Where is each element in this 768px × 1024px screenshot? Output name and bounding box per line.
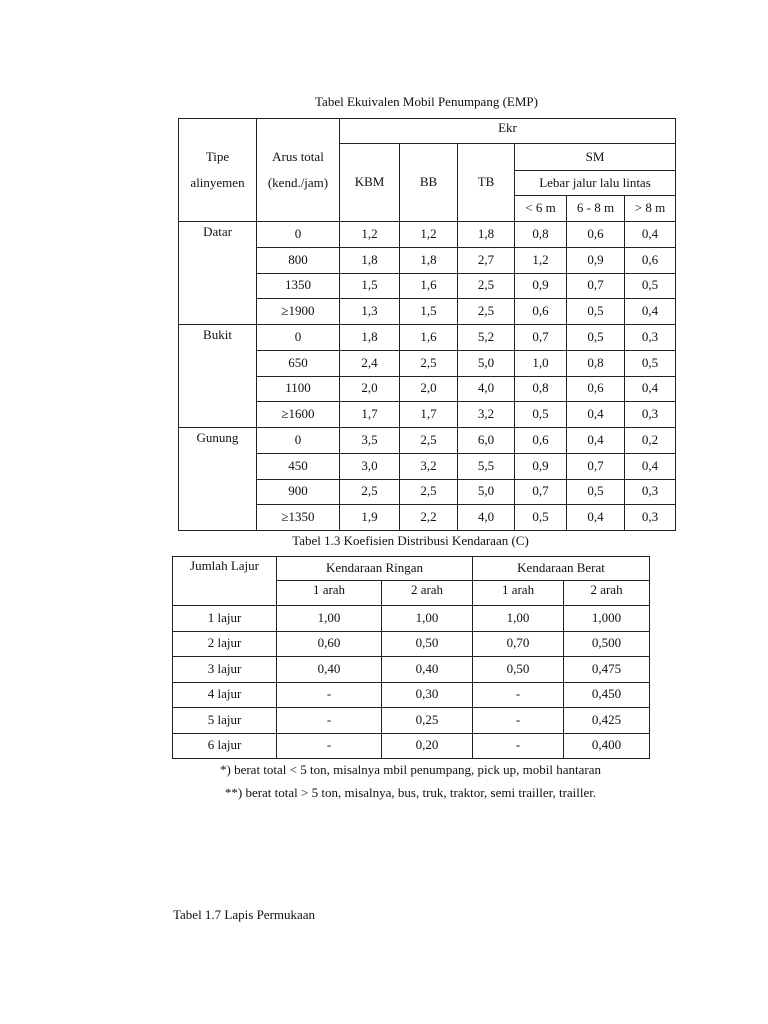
cell-bb: 2,5 <box>400 428 458 454</box>
cell-r1: - <box>277 682 382 708</box>
tipe-header-bottom <box>179 196 257 222</box>
table2-caption: Tabel 1.3 Koefisien Distribusi Kendaraan (C) <box>292 533 529 548</box>
cell-w2: 0,4 <box>567 402 625 428</box>
berat-1-arah-header: 1 arah <box>473 581 564 606</box>
cell-w1: 0,9 <box>515 453 567 479</box>
cell-w3: 0,4 <box>625 222 676 248</box>
cell-w1: 0,6 <box>515 428 567 454</box>
cell-w1: 0,7 <box>515 479 567 505</box>
width-gt8-header: > 8 m <box>625 196 676 222</box>
cell-lajur: 3 lajur <box>173 657 277 683</box>
cell-w2: 0,6 <box>567 222 625 248</box>
cell-r2: 0,30 <box>382 682 473 708</box>
cell-bb: 2,2 <box>400 505 458 531</box>
cell-w2: 0,8 <box>567 350 625 376</box>
table-row <box>173 657 650 683</box>
table-row <box>179 299 676 325</box>
table-row <box>173 682 650 708</box>
cell-w1: 0,8 <box>515 222 567 248</box>
cell-w3: 0,5 <box>625 350 676 376</box>
jumlah-lajur-header: Jumlah Lajur <box>173 557 277 606</box>
arus-header-line2: (kend./jam) <box>257 171 340 196</box>
cell-kbm: 2,4 <box>340 350 400 376</box>
cell-bb: 2,5 <box>400 350 458 376</box>
cell-tipe: Datar <box>179 222 257 248</box>
ringan-1-arah-header: 1 arah <box>277 581 382 606</box>
bb-header: BB <box>400 144 458 222</box>
cell-bb: 1,6 <box>400 325 458 351</box>
cell-w3: 0,3 <box>625 505 676 531</box>
cell-b2: 0,450 <box>564 682 650 708</box>
cell-w1: 0,6 <box>515 299 567 325</box>
cell-kbm: 1,7 <box>340 402 400 428</box>
arus-header-top <box>257 119 340 144</box>
cell-tipe <box>179 350 257 376</box>
cell-kbm: 3,5 <box>340 428 400 454</box>
cell-bb: 1,2 <box>400 222 458 248</box>
table-row <box>179 453 676 479</box>
cell-b1: - <box>473 682 564 708</box>
cell-w1: 0,7 <box>515 325 567 351</box>
cell-lajur: 2 lajur <box>173 631 277 657</box>
cell-arus: ≥1900 <box>257 299 340 325</box>
cell-bb: 1,7 <box>400 402 458 428</box>
cell-b2: 0,475 <box>564 657 650 683</box>
cell-tb: 6,0 <box>458 428 515 454</box>
cell-w3: 0,6 <box>625 247 676 273</box>
cell-arus: ≥1600 <box>257 402 340 428</box>
cell-tb: 4,0 <box>458 376 515 402</box>
table-row <box>173 733 650 759</box>
cell-r2: 0,25 <box>382 708 473 734</box>
cell-tb: 5,0 <box>458 350 515 376</box>
cell-r2: 1,00 <box>382 606 473 632</box>
cell-arus: 0 <box>257 222 340 248</box>
cell-lajur: 4 lajur <box>173 682 277 708</box>
cell-w2: 0,4 <box>567 505 625 531</box>
cell-tipe <box>179 402 257 428</box>
section-heading: Tabel 1.7 Lapis Permukaan <box>173 907 316 922</box>
emp-table <box>178 118 676 531</box>
cell-kbm: 1,8 <box>340 247 400 273</box>
tb-header: TB <box>458 144 515 222</box>
table-row <box>179 247 676 273</box>
cell-r2: 0,50 <box>382 631 473 657</box>
arus-header-bottom <box>257 196 340 222</box>
cell-w3: 0,4 <box>625 376 676 402</box>
cell-lajur: 6 lajur <box>173 733 277 759</box>
cell-tipe <box>179 453 257 479</box>
cell-lajur: 5 lajur <box>173 708 277 734</box>
cell-w1: 1,0 <box>515 350 567 376</box>
cell-r1: - <box>277 708 382 734</box>
tipe-header-line2: alinyemen <box>179 171 257 196</box>
table-row <box>173 708 650 734</box>
cell-arus: 650 <box>257 350 340 376</box>
width-6to8-header: 6 - 8 m <box>567 196 625 222</box>
kendaraan-ringan-header: Kendaraan Ringan <box>277 557 473 581</box>
cell-b2: 0,500 <box>564 631 650 657</box>
ringan-2-arah-header: 2 arah <box>382 581 473 606</box>
cell-w1: 1,2 <box>515 247 567 273</box>
cell-tipe <box>179 247 257 273</box>
cell-r1: 1,00 <box>277 606 382 632</box>
cell-w2: 0,5 <box>567 299 625 325</box>
cell-tb: 2,5 <box>458 299 515 325</box>
cell-bb: 2,5 <box>400 479 458 505</box>
cell-kbm: 1,9 <box>340 505 400 531</box>
cell-arus: 900 <box>257 479 340 505</box>
cell-b2: 1,000 <box>564 606 650 632</box>
cell-tb: 2,5 <box>458 273 515 299</box>
table-row <box>179 402 676 428</box>
table-row <box>179 479 676 505</box>
kendaraan-berat-header: Kendaraan Berat <box>473 557 650 581</box>
note-heavy-vehicles: **) berat total > 5 ton, misalnya, bus, truk, traktor, semi trailler, trailler. <box>224 785 597 800</box>
cell-bb: 2,0 <box>400 376 458 402</box>
arus-header-line1: Arus total <box>257 144 340 171</box>
coefficient-table <box>172 556 650 759</box>
cell-kbm: 1,8 <box>340 325 400 351</box>
cell-kbm: 1,3 <box>340 299 400 325</box>
cell-bb: 1,5 <box>400 299 458 325</box>
cell-w2: 0,5 <box>567 479 625 505</box>
cell-w1: 0,8 <box>515 376 567 402</box>
cell-arus: 1350 <box>257 273 340 299</box>
cell-w3: 0,3 <box>625 479 676 505</box>
berat-2-arah-header: 2 arah <box>564 581 650 606</box>
cell-tipe <box>179 479 257 505</box>
table-row <box>173 606 650 632</box>
cell-w2: 0,7 <box>567 273 625 299</box>
width-lt6-header: < 6 m <box>515 196 567 222</box>
cell-r1: 0,40 <box>277 657 382 683</box>
cell-w3: 0,2 <box>625 428 676 454</box>
cell-w2: 0,9 <box>567 247 625 273</box>
cell-w3: 0,4 <box>625 299 676 325</box>
table-row <box>179 325 676 351</box>
cell-tipe <box>179 505 257 531</box>
cell-w3: 0,4 <box>625 453 676 479</box>
table-row <box>179 350 676 376</box>
cell-arus: 0 <box>257 428 340 454</box>
cell-r1: - <box>277 733 382 759</box>
cell-r2: 0,40 <box>382 657 473 683</box>
cell-tipe: Gunung <box>179 428 257 454</box>
cell-kbm: 1,5 <box>340 273 400 299</box>
cell-tb: 2,7 <box>458 247 515 273</box>
cell-r1: 0,60 <box>277 631 382 657</box>
cell-b1: - <box>473 708 564 734</box>
cell-w3: 0,5 <box>625 273 676 299</box>
cell-b1: 0,50 <box>473 657 564 683</box>
cell-tipe <box>179 299 257 325</box>
cell-tb: 1,8 <box>458 222 515 248</box>
lebar-header: Lebar jalur lalu lintas <box>515 171 676 196</box>
cell-b1: 0,70 <box>473 631 564 657</box>
cell-bb: 1,8 <box>400 247 458 273</box>
cell-tb: 5,5 <box>458 453 515 479</box>
note-light-vehicles: *) berat total < 5 ton, misalnya mbil penumpang, pick up, mobil hantaran <box>220 762 601 777</box>
cell-tb: 4,0 <box>458 505 515 531</box>
cell-w2: 0,4 <box>567 428 625 454</box>
cell-w2: 0,6 <box>567 376 625 402</box>
cell-b1: 1,00 <box>473 606 564 632</box>
cell-arus: ≥1350 <box>257 505 340 531</box>
cell-tb: 5,2 <box>458 325 515 351</box>
cell-arus: 800 <box>257 247 340 273</box>
cell-kbm: 3,0 <box>340 453 400 479</box>
cell-w1: 0,5 <box>515 505 567 531</box>
table-row <box>179 428 676 454</box>
kbm-header: KBM <box>340 144 400 222</box>
cell-tipe: Bukit <box>179 325 257 351</box>
cell-arus: 0 <box>257 325 340 351</box>
cell-b1: - <box>473 733 564 759</box>
table-row <box>173 631 650 657</box>
tipe-header-top <box>179 119 257 144</box>
cell-w2: 0,5 <box>567 325 625 351</box>
table-row <box>179 222 676 248</box>
table-row <box>179 273 676 299</box>
cell-w1: 0,9 <box>515 273 567 299</box>
cell-bb: 3,2 <box>400 453 458 479</box>
table1-caption: Tabel Ekuivalen Mobil Penumpang (EMP) <box>315 94 538 109</box>
table-row <box>179 376 676 402</box>
cell-arus: 1100 <box>257 376 340 402</box>
cell-kbm: 2,5 <box>340 479 400 505</box>
cell-bb: 1,6 <box>400 273 458 299</box>
cell-w3: 0,3 <box>625 402 676 428</box>
cell-arus: 450 <box>257 453 340 479</box>
tipe-header-line1: Tipe <box>179 144 257 171</box>
cell-kbm: 2,0 <box>340 376 400 402</box>
cell-lajur: 1 lajur <box>173 606 277 632</box>
cell-b2: 0,400 <box>564 733 650 759</box>
cell-tipe <box>179 273 257 299</box>
table-row <box>179 505 676 531</box>
cell-tb: 5,0 <box>458 479 515 505</box>
cell-tipe <box>179 376 257 402</box>
cell-b2: 0,425 <box>564 708 650 734</box>
cell-w3: 0,3 <box>625 325 676 351</box>
cell-kbm: 1,2 <box>340 222 400 248</box>
cell-tb: 3,2 <box>458 402 515 428</box>
ekr-header: Ekr <box>340 119 676 144</box>
sm-header: SM <box>515 144 676 171</box>
cell-w2: 0,7 <box>567 453 625 479</box>
cell-r2: 0,20 <box>382 733 473 759</box>
cell-w1: 0,5 <box>515 402 567 428</box>
